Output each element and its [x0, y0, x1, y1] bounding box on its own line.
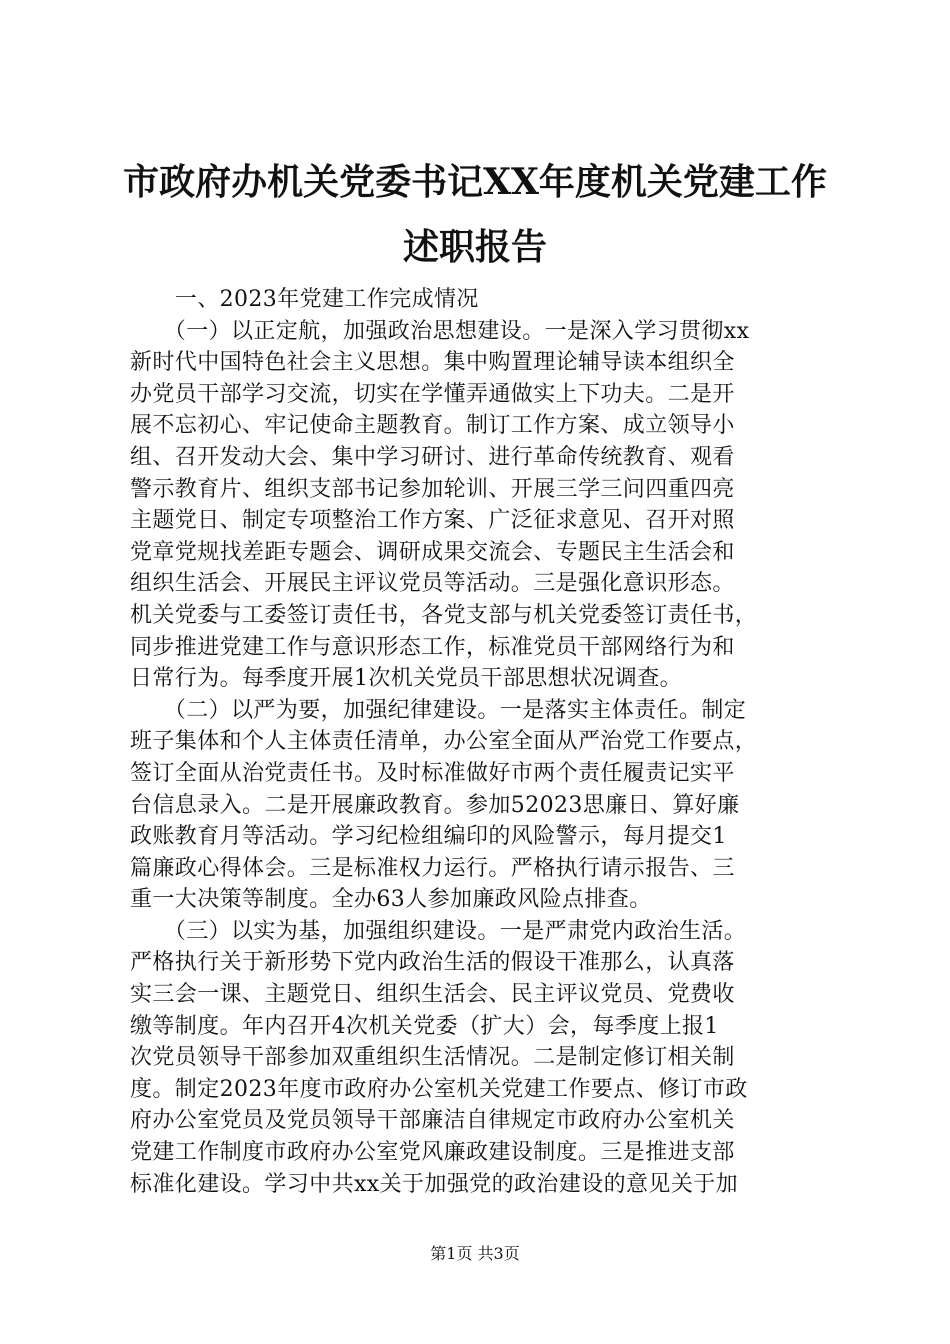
body-line: 一、2023年党建工作完成情况	[130, 287, 479, 312]
body-line: 重一大决策等制度。全办63人参加廉政风险点排查。	[130, 887, 652, 913]
body-line: 主题党日、制定专项整治工作方案、广泛征求意见、召开对照	[130, 508, 735, 534]
body-line: 党建工作制度市政府办公室党风廉政建设制度。三是推进支部	[130, 1140, 735, 1166]
body-line: 同步推进党建工作与意识形态工作，标准党员干部网络行为和	[130, 634, 735, 660]
body-line: 日常行为。每季度开展1次机关党员干部思想状况调查。	[130, 666, 682, 692]
document-title-line-2: 述职报告	[402, 226, 547, 268]
body-line: 度。制定2023年度市政府办公室机关党建工作要点、修订市政	[130, 1076, 748, 1102]
document-body	[130, 284, 830, 1200]
body-line: 组织生活会、开展民主评议党员等活动。三是强化意识形态。	[130, 571, 735, 597]
page-footer: 第1页 共3页	[430, 1244, 520, 1263]
document-title-line-1: 市政府办机关党委书记XX年度机关党建工作	[123, 161, 827, 203]
body-line: 篇廉政心得体会。三是标准权力运行。严格执行请示报告、三	[130, 855, 735, 881]
body-line: 签订全面从治党责任书。及时标准做好市两个责任履责记实平	[130, 760, 735, 786]
body-line: 府办公室党员及党员领导干部廉洁自律规定市政府办公室机关	[130, 1108, 735, 1134]
body-line: 党章党规找差距专题会、调研成果交流会、专题民主生活会和	[130, 539, 735, 565]
body-line: （三）以实为基，加强组织建设。一是严肃党内政治生活。	[130, 918, 747, 944]
body-line: 次党员领导干部参加双重组织生活情况。二是制定修订相关制	[130, 1045, 735, 1071]
body-line: （一）以正定航，加强政治思想建设。一是深入学习贯彻xx	[130, 318, 750, 344]
body-line: 缴等制度。年内召开4次机关党委（扩大）会，每季度上报1	[130, 1013, 719, 1039]
body-line: 政账教育月等活动。学习纪检组编印的风险警示，每月提交1	[130, 824, 727, 850]
body-line: 新时代中国特色社会主义思想。集中购置理论辅导读本组织全	[130, 350, 735, 376]
body-line: 组、召开发动大会、集中学习研讨、进行革命传统教育、观看	[130, 444, 735, 470]
body-line: 台信息录入。二是开展廉政教育。参加52023思廉日、算好廉	[130, 792, 740, 818]
body-line: 办党员干部学习交流，切实在学懂弄通做实上下功夫。二是开	[130, 381, 735, 407]
body-line: 实三会一课、主题党日、组织生活会、民主评议党员、党费收	[130, 982, 735, 1008]
body-line: 严格执行关于新形势下党内政治生活的假设干准那么，认真落	[130, 950, 735, 976]
body-line: 展不忘初心、牢记使命主题教育。制订工作方案、成立领导小	[130, 413, 735, 439]
body-line: 机关党委与工委签订责任书，各党支部与机关党委签订责任书，	[130, 602, 758, 628]
body-line: 警示教育片、组织支部书记参加轮训、开展三学三问四重四亮	[130, 476, 735, 502]
body-line: （二）以严为要，加强纪律建设。一是落实主体责任。制定	[130, 697, 747, 723]
body-line: 标准化建设。学习中共xx关于加强党的政治建设的意见关于加	[130, 1171, 739, 1197]
body-line: 班子集体和个人主体责任清单，办公室全面从严治党工作要点，	[130, 729, 758, 755]
